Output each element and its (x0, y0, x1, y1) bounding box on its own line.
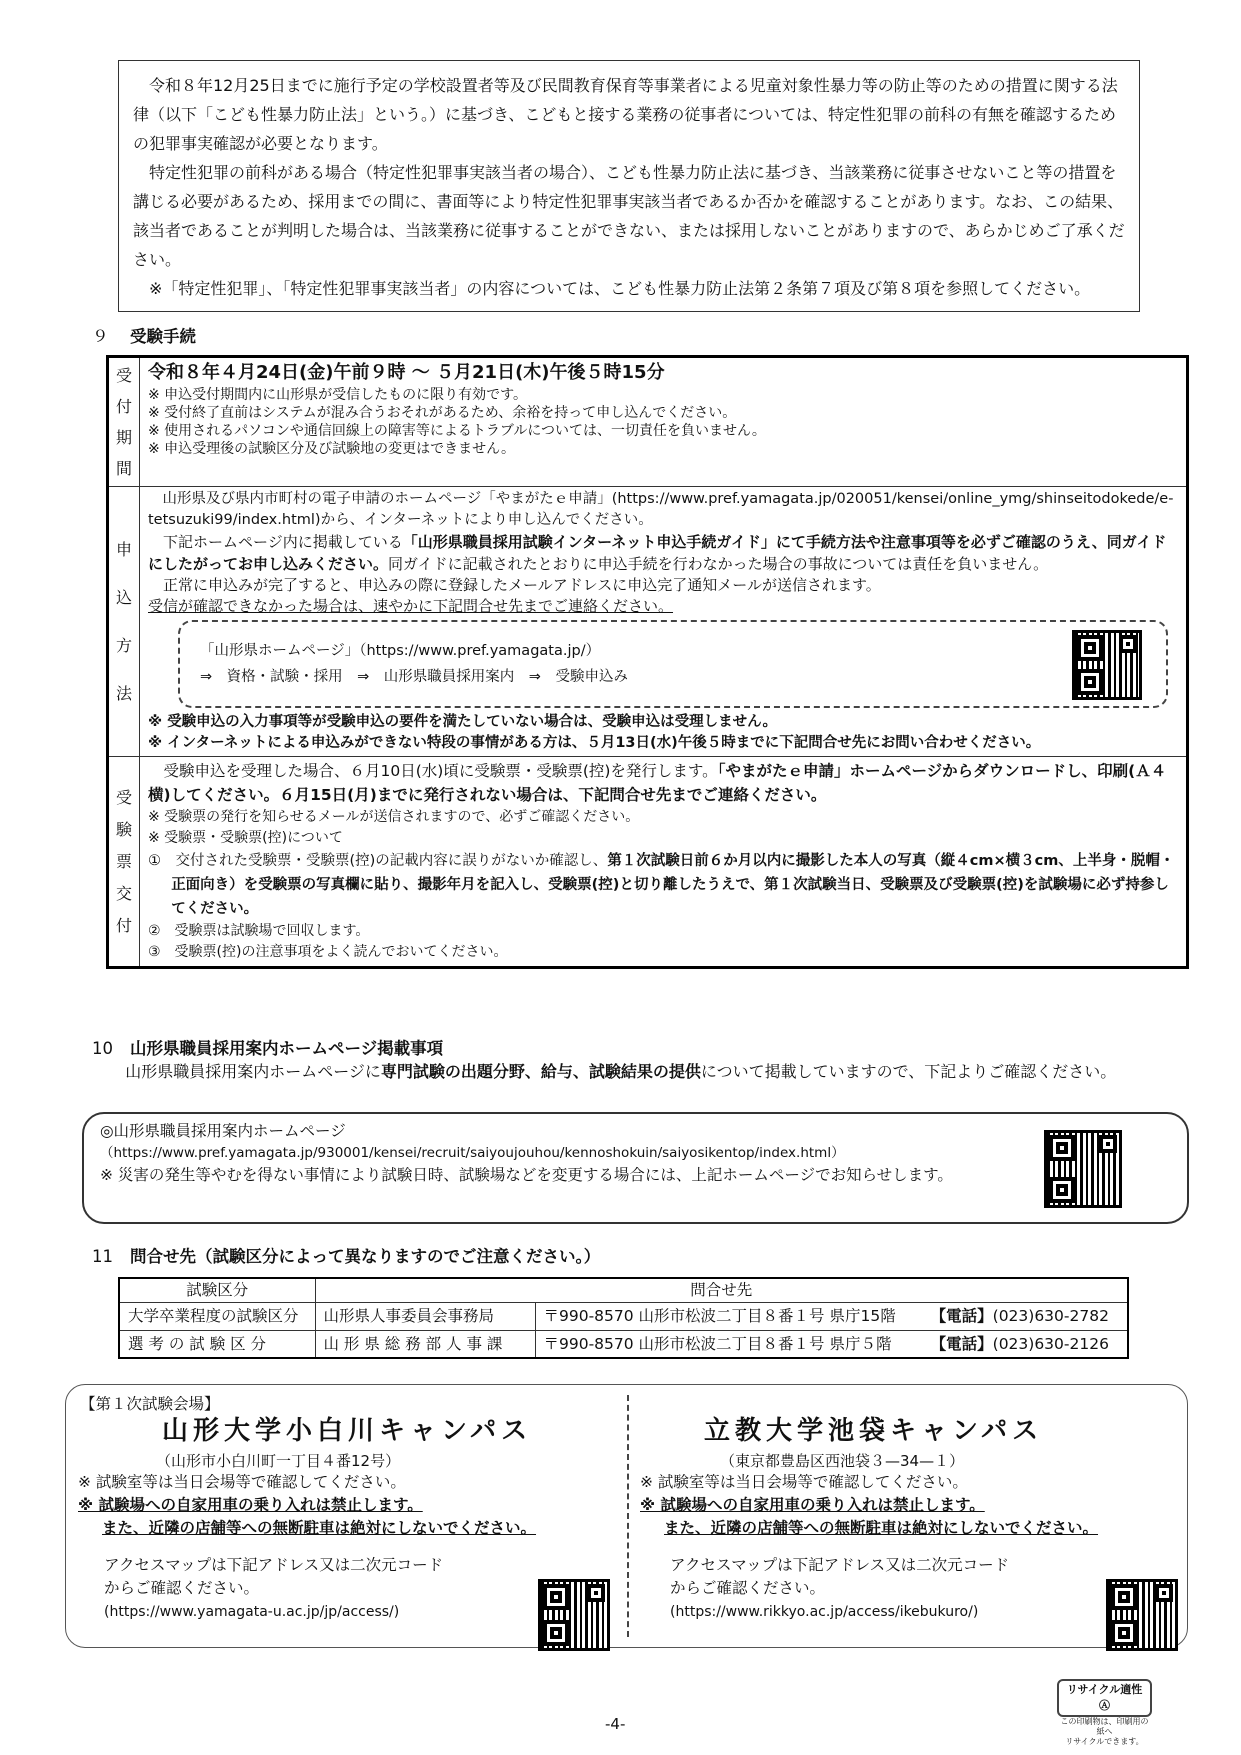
contact-row (119, 1302, 1128, 1330)
reception-row (108, 357, 1188, 487)
header-contact: 問合せ先 (315, 1278, 1128, 1302)
section-number: ９ (92, 327, 109, 346)
ticket-paragraph: 受験申込を受理した場合、６月10日(水)頃に受験票・受験票(控)を発行します。「やまがたｅ申請」ホームページからダウンロードし、印刷(Ａ４横)してください。６月15日(月)までに発行されない場合は、下記問合せ先までご連絡ください。 (148, 762, 1167, 804)
venue-address: （山形市小白川町一丁目４番12号） (156, 1451, 401, 1470)
contact-category: 大学卒業程度の試験区分 (119, 1302, 315, 1330)
section-11-title (92, 1245, 600, 1269)
homepage-nav-box (178, 620, 1168, 708)
contact-phone: 【電話】(023)630-2782 (923, 1302, 1128, 1330)
contact-category: 選 考 の 試 験 区 分 (119, 1330, 315, 1358)
topics-emphasis: 専門試験の出題分野、給与、試験結果の提供 (380, 1062, 701, 1081)
method-row (108, 487, 1188, 757)
recruit-box-url[interactable]: （https://www.pref.yamagata.jp/930001/kensei/recruit/saiyoujouhou/kennoshokuin/saiyosikentop/index.html） (100, 1145, 845, 1161)
ticket-item-2: ② 受験票は試験場で回収します。 (148, 923, 370, 939)
contact-row (119, 1330, 1128, 1358)
reception-note: ※ 使用されるパソコンや通信回線上の障害等によるトラブルについては、一切責任を負いません。 (148, 423, 766, 439)
reception-body (140, 357, 1188, 487)
venue-access-2: からご確認ください。 (670, 1578, 826, 1597)
section-10-title (92, 1037, 443, 1061)
homepage-url-line: 「山形県ホームページ」（https://www.pref.yamagata.jp/） (200, 643, 601, 659)
notice-paragraph-1: 令和８年12月25日までに施行予定の学校設置者等及び民間教育保育等事業者による児童対象性暴力等の防止等のための措置に関する法律（以下「こども性暴力防止法」という。）に基づき、こどもと接する業務の従事者については、特定性犯罪の前科の有無を確認するための犯罪事実確認が必要となります。 (133, 76, 1118, 153)
reception-note: ※ 申込受理後の試験区分及び試験地の変更はできません。 (148, 441, 516, 457)
venue-parking-note: ※ 試験場への自家用車の乗り入れは禁止します。 (78, 1495, 423, 1514)
venue-name: 山形大学小白川キャンパス (162, 1416, 533, 1446)
contact-phone: 【電話】(023)630-2126 (923, 1330, 1128, 1358)
reception-note: ※ 受付終了直前はシステムが混み合うおそれがあるため、余裕を持って申し込んでください。 (148, 405, 737, 421)
recycle-text-2: リサイクルできます。 (1065, 1736, 1144, 1746)
reception-label: 受付期間 (108, 357, 140, 487)
recruit-box-note: ※ 災害の発生等やむを得ない事情により試験日時、試験場などを変更する場合には、上記ホームページでお知らせします。 (100, 1166, 953, 1184)
homepage-path-line: ⇒ 資格・試験・採用 ⇒ 山形県職員採用案内 ⇒ 受験申込み (200, 669, 628, 685)
ticket-item-3: ③ 受験票(控)の注意事項をよく読んでおいてください。 (148, 944, 508, 960)
venue-url[interactable]: (https://www.rikkyo.ac.jp/access/ikebukuro/) (670, 1603, 979, 1620)
venue-parking-note-2: また、近隣の店舗等への無断駐車は絶対にしないでください。 (664, 1518, 1099, 1537)
page-number: -4- (605, 1715, 626, 1733)
venue-parking-note: ※ 試験場への自家用車の乗り入れは禁止します。 (640, 1495, 985, 1514)
recruit-box-title: ◎山形県職員採用案内ホームページ (100, 1122, 346, 1140)
procedure-table (106, 355, 1189, 969)
contact-address: 〒990-8570 山形市松波二丁目８番１号 県庁５階 (535, 1330, 923, 1358)
contact-office: 山 形 県 総 務 部 人 事 課 (315, 1330, 535, 1358)
method-paragraph-4: 受信が確認できなかった場合は、速やかに下記問合せ先までご連絡ください。 (148, 596, 674, 615)
ticket-body (140, 757, 1188, 968)
venue-url[interactable]: (https://www.yamagata-u.ac.jp/jp/access/) (104, 1603, 400, 1620)
header-category: 試験区分 (119, 1278, 315, 1302)
venue-access-1: アクセスマップは下記アドレス又は二次元コード (670, 1555, 1010, 1574)
venue-divider (627, 1395, 629, 1637)
method-paragraph-3: 正常に申込みが完了すると、申込みの際に登録したメールアドレスに申込完了通知メールが送信されます。 (163, 576, 881, 594)
method-note-1: ※ 受験申込の入力事項等が受験申込の要件を満たしていない場合は、受験申込は受理しません。 (148, 714, 778, 730)
contact-table (118, 1277, 1129, 1359)
venue-address: （東京都豊島区西池袋３—34—１） (720, 1451, 965, 1470)
venue-note: ※ 試験室等は当日会場等で確認してください。 (78, 1472, 406, 1491)
venue-left (78, 1413, 623, 1625)
contact-header-row (119, 1278, 1128, 1302)
section-9-title (92, 325, 196, 349)
qr-code-icon[interactable] (1106, 1579, 1178, 1651)
section-title-text: 受験手続 (130, 327, 196, 346)
ticket-note-1: ※ 受験票の発行を知らせるメールが送信されますので、必ずご確認ください。 (148, 809, 640, 825)
section-title-text: 問合せ先（試験区分によって異なりますのでご注意ください。） (130, 1247, 601, 1266)
method-paragraph-1: 山形県及び県内市町村の電子申請のホームページ「やまがたｅ申請」(https://www.pref.yamagata.jp/020051/kensei/online_ymg/shinseitodokede/e-tetsuzuki99/index.html)から、インターネットにより申し込んでください。 (148, 491, 1174, 528)
qr-code-icon[interactable] (1072, 630, 1142, 700)
contact-address: 〒990-8570 山形市松波二丁目８番１号 県庁15階 (535, 1302, 923, 1330)
method-label: 申込方法 (108, 487, 140, 757)
ticket-item-1: ① 交付された受験票・受験票(控)の記載内容に誤りがないか確認し、第１次試験日前６か月以内に撮影した本人の写真（縦４cm×横３cm、上半身・脱帽・正面向き）を受験票の写真欄に貼り、撮影年月を記入し、受験票(控)と切り離したうえで、第１次試験当日、受験票及び受験票(控)を試験場に必ず持参してください。 (148, 853, 1175, 917)
contact-office: 山形県人事委員会事務局 (315, 1302, 535, 1330)
photo-emphasis: 第１次試験日前６か月以内に撮影した本人の写真（縦４cm×横３cm、上半身・脱帽・正面向き）を受験票の写真欄に貼り、撮影年月を記入し、受験票(控)と切り離したうえで、第１次試験当日、受験票及び受験票(控)を試験場に必ず持参してください。 (171, 853, 1175, 917)
recycle-badge: リサイクル適性Ⓐ (1057, 1679, 1152, 1717)
venue-heading: 【第１次試験会場】 (80, 1395, 220, 1413)
method-body (140, 487, 1188, 757)
ticket-note-2: ※ 受験票・受験票(控)について (148, 830, 343, 846)
qr-code-icon[interactable] (1044, 1130, 1122, 1208)
notice-note: ※「特定性犯罪」、「特定性犯罪事実該当者」の内容については、こども性暴力防止法第２条第７項及び第８項を参照してください。 (149, 279, 1091, 298)
method-paragraph-2: 下記ホームページ内に掲載している「山形県職員採用試験インターネット申込手続ガイド」にて手続方法や注意事項等を必ずご確認のうえ、同ガイドにしたがってお申し込みください。同ガイドに記載されたとおりに申込手続を行わなかった場合の事故については責任を負いません。 (148, 533, 1167, 573)
method-note-2: ※ インターネットによる申込みができない特段の事情がある方は、５月13日(水)午後５時までに下記問合せ先にお問い合わせください。 (148, 734, 1041, 751)
recruit-homepage-box (82, 1112, 1189, 1224)
reception-period: 令和８年４月24日(金)午前９時 ～ ５月21日(木)午後５時15分 (148, 362, 665, 383)
notice-box (118, 60, 1140, 312)
section-number: 10 (92, 1039, 113, 1058)
section-title-text: 山形県職員採用案内ホームページ掲載事項 (130, 1039, 444, 1058)
venue-right (640, 1413, 1185, 1625)
venue-access-2: からご確認ください。 (104, 1578, 260, 1597)
ticket-label: 受験票交付 (108, 757, 140, 968)
section-10-text: 山形県職員採用案内ホームページに専門試験の出題分野、給与、試験結果の提供について掲載していますので、下記よりご確認ください。 (125, 1062, 1117, 1081)
guide-emphasis: 「山形県職員採用試験インターネット申込手続ガイド」にて手続方法や注意事項等を必ずご確認のうえ、同ガイドにしたがってお申し込みください。 (148, 533, 1167, 573)
notice-paragraph-2: 特定性犯罪の前科がある場合（特定性犯罪事実該当者の場合）、こども性暴力防止法に基づき、当該業務に従事させないこと等の措置を講じる必要があるため、採用までの間に、書面等により特定性犯罪事実該当者であるか否かを確認することがあります。なお、この結果、該当者であることが判明した場合は、当該業務に従事することができない、または採用しないことがありますので、あらかじめご了承ください。 (133, 163, 1125, 269)
ticket-row (108, 757, 1188, 968)
section-number: 11 (92, 1247, 113, 1266)
recycle-mark (1057, 1679, 1152, 1747)
venue-access-1: アクセスマップは下記アドレス又は二次元コード (104, 1555, 444, 1574)
reception-note: ※ 申込受付期間内に山形県が受信したものに限り有効です。 (148, 387, 528, 403)
qr-code-icon[interactable] (538, 1579, 610, 1651)
venue-note: ※ 試験室等は当日会場等で確認してください。 (640, 1472, 968, 1491)
venue-parking-note-2: また、近隣の店舗等への無断駐車は絶対にしないでください。 (102, 1518, 537, 1537)
download-emphasis: 「やまがたｅ申請」ホームページからダウンロードし、印刷(Ａ４横)してください。６月15日(月)までに発行されない場合は、下記問合せ先までご連絡ください。 (148, 762, 1167, 804)
venue-name: 立教大学池袋キャンパス (704, 1416, 1044, 1446)
recycle-text-1: この印刷物は、印刷用の紙へ (1060, 1716, 1149, 1736)
